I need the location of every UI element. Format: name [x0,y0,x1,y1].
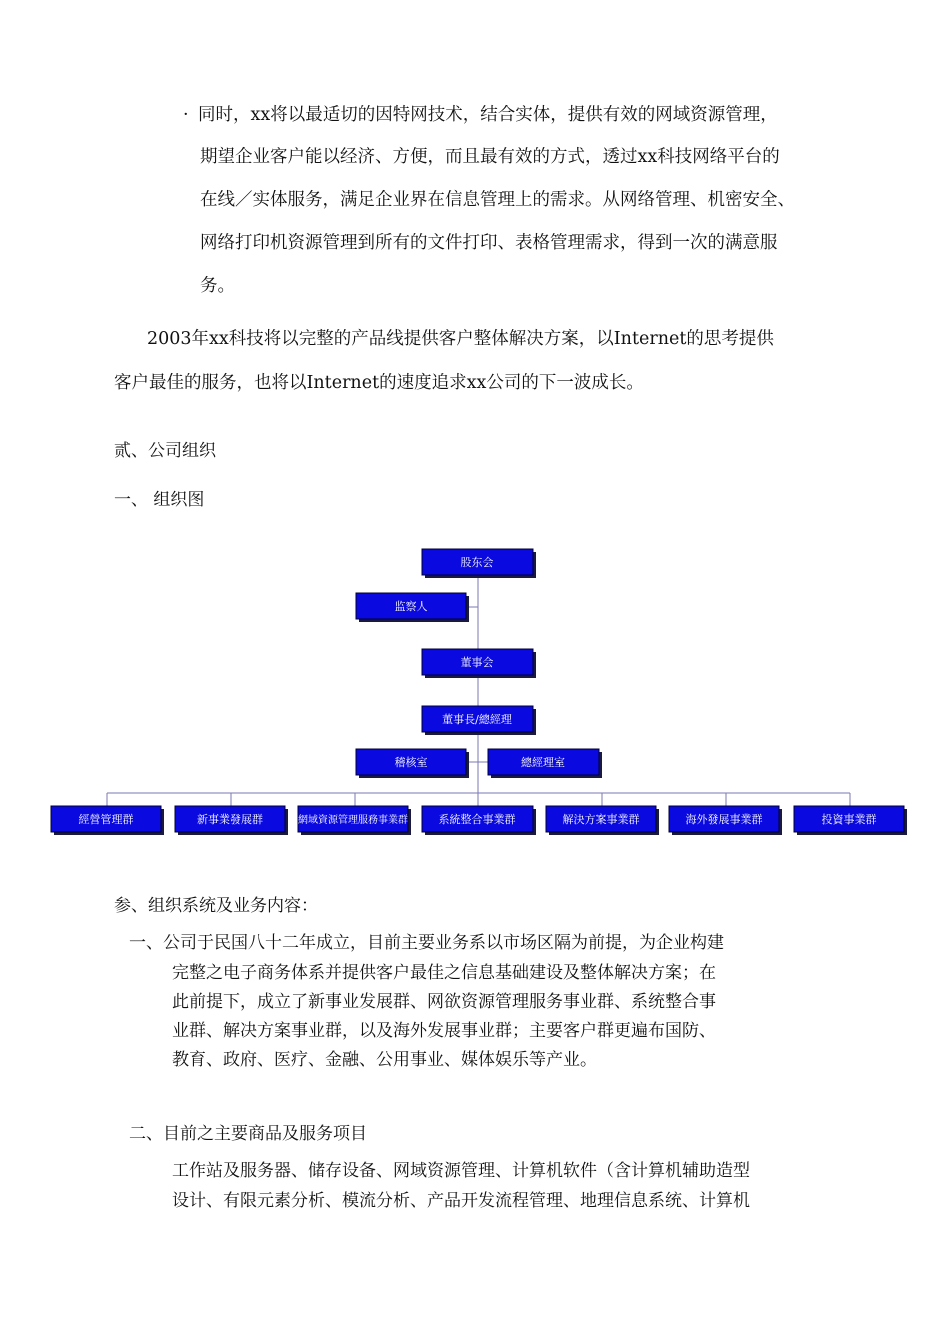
intro-list-line-5: 务。 [200,276,235,296]
org-label-supervisor: 监察人 [394,600,428,613]
org-box-group-6 [669,806,782,835]
section3-item1-line-5: 教育、政府、医疗、金融、公用事业、媒体娱乐等产业。 [172,1050,597,1070]
intro-list-line-2: 期望企业客户能以经济、方便，而且最有效的方式，透过xx科技网络平台的 [200,147,780,167]
org-label-shareholders: 股东会 [460,556,494,569]
org-label-group-4: 系統整合事業群 [438,813,516,826]
org-label-group-2: 新事業發展群 [197,813,263,826]
section3-title: 参、组织系统及业务内容： [114,896,318,916]
intro-list-line-3: 在线／实体服务，满足企业界在信息管理上的需求。从网络管理、机密安全、 [200,190,795,210]
org-box-gm-office [488,749,602,778]
org-label-group-7: 投資事業群 [821,813,877,826]
org-label-group-6: 海外發展事業群 [685,813,763,826]
org-label-chairman: 董事長/總經理 [442,713,512,726]
section3-item2-line-1: 工作站及服务器、储存设备、网域资源管理、计算机软件（含计算机辅助造型 [172,1161,750,1181]
org-label-group-3: 網域資源管理服務事業群 [298,815,408,826]
org-box-audit [356,749,469,778]
org-label-gm-office: 總經理室 [521,756,565,769]
intro-paragraph-line-1: 2003年xx科技将以完整的产品线提供客户整体解决方案，以Internet的思考提供 [147,329,774,349]
org-box-supervisor [356,593,469,622]
org-box-group-1 [51,806,164,835]
list-bullet: · [183,105,189,125]
org-label-board: 董事会 [460,656,494,669]
section3-item1-line-1: 一、公司于民国八十二年成立，目前主要业务系以市场区隔为前提，为企业构建 [129,933,724,953]
org-box-board [422,649,536,678]
org-box-group-7 [794,806,907,835]
org-box-group-5 [546,806,659,835]
section2-subtitle: 一、 组织图 [114,490,205,510]
intro-list-line-1: 同时，xx将以最适切的因特网技术，结合实体，提供有效的网域资源管理， [198,105,778,125]
org-chart [0,540,950,840]
org-box-shareholders [422,549,536,578]
org-label-group-5: 解決方案事業群 [562,813,640,826]
org-label-audit: 稽核室 [394,756,428,769]
org-label-group-1: 經營管理群 [78,813,134,826]
section3-item1-line-3: 此前提下，成立了新事业发展群、网欲资源管理服务事业群、系统整合事 [172,992,716,1012]
section3-item1-line-4: 业群、解决方案事业群，以及海外发展事业群；主要客户群更遍布国防、 [172,1021,716,1041]
intro-paragraph-line-2: 客户最佳的服务，也将以Internet的速度追求xx公司的下一波成长。 [114,373,644,393]
org-box-chairman [422,706,536,735]
intro-list-line-4: 网络打印机资源管理到所有的文件打印、表格管理需求，得到一次的满意服 [200,233,778,253]
section2-title: 贰、公司组织 [114,441,216,461]
org-box-group-2 [175,806,288,835]
section3-item2-title: 二、目前之主要商品及服务项目 [129,1124,367,1144]
section3-item2-line-2: 设计、有限元素分析、模流分析、产品开发流程管理、地理信息系统、计算机 [172,1191,750,1211]
section3-item1-line-2: 完整之电子商务体系并提供客户最佳之信息基础建设及整体解决方案；在 [172,963,716,983]
org-box-group-3 [298,806,411,835]
org-box-group-4 [422,806,536,835]
